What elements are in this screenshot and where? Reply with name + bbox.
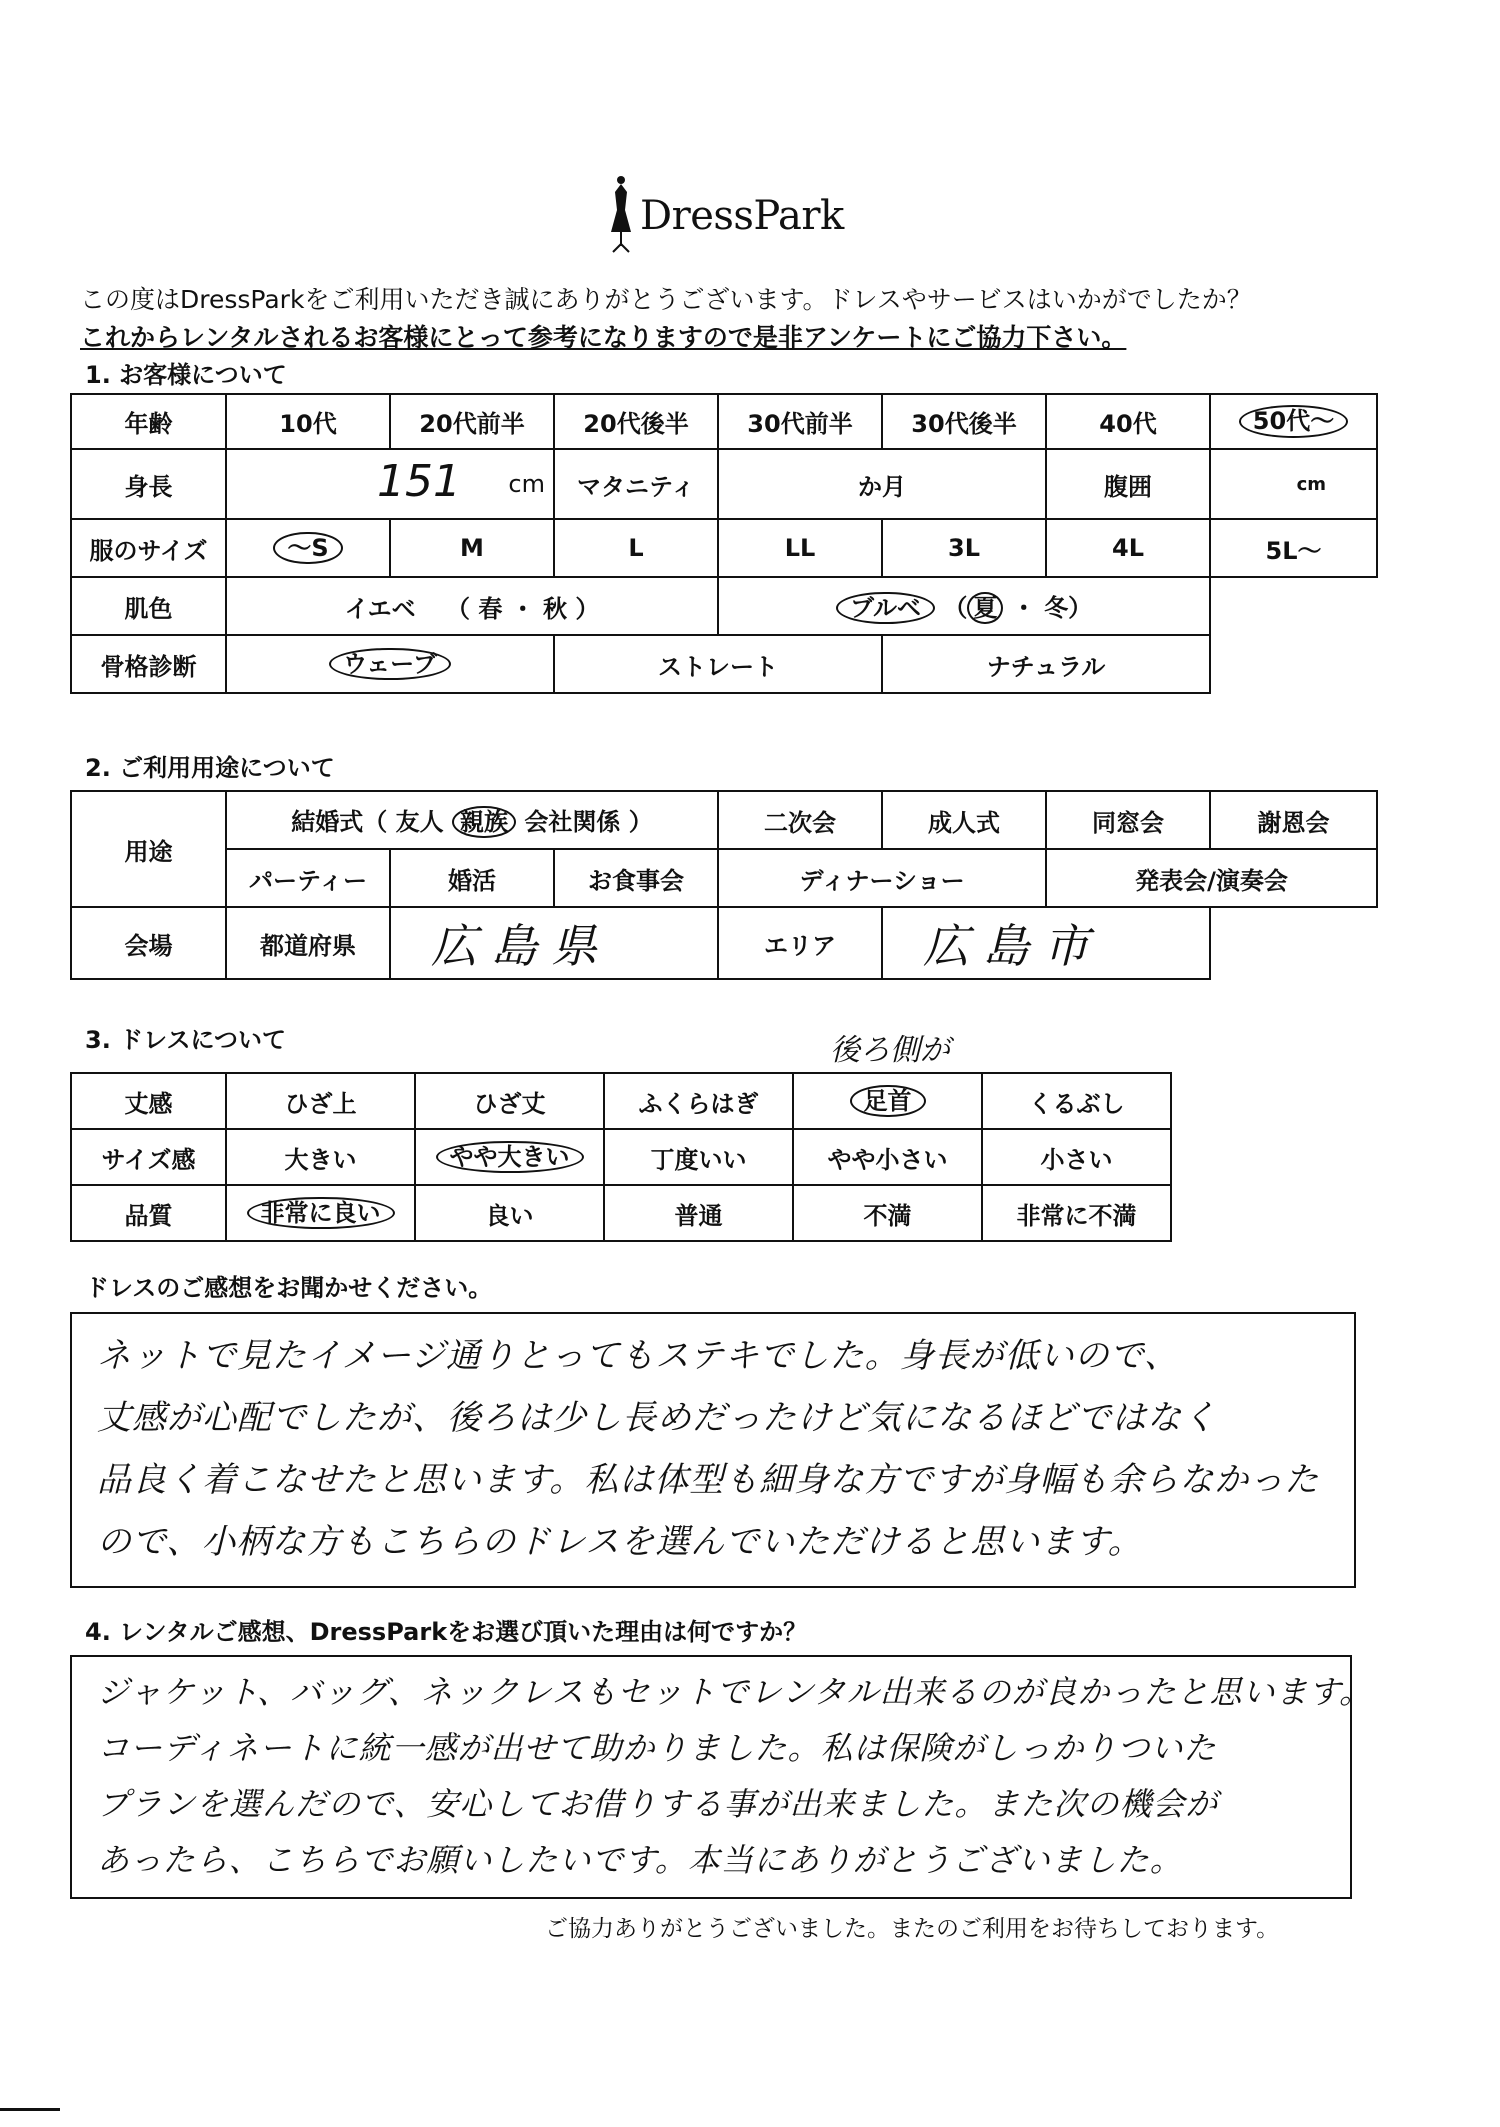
height-value: 151 — [377, 456, 461, 507]
size-option[interactable]: 3L — [882, 519, 1046, 577]
rental-comment-box[interactable] — [70, 1655, 1373, 1899]
use-option[interactable]: お食事会 — [554, 849, 718, 907]
length-option[interactable]: ひざ丈 — [415, 1073, 604, 1129]
page-edge-mark — [0, 2108, 60, 2111]
waist-field[interactable] — [1210, 449, 1377, 519]
fit-option-selected[interactable] — [415, 1129, 604, 1185]
length-label: 丈感 — [71, 1073, 226, 1129]
age-option[interactable]: 40代 — [1046, 394, 1210, 449]
wedding-family-selected: 親族 — [452, 806, 516, 839]
fit-option[interactable]: 大きい — [226, 1129, 415, 1185]
comment-line: 丈感が心配でしたが、後ろは少し長めだったけど気になるほどではなく — [97, 1398, 1217, 1438]
selected-fit: やや大きい — [436, 1141, 584, 1174]
comment-line: プランを選んだので、安心してお借りする事が出来ました。また次の機会が — [97, 1785, 1219, 1823]
frame-option[interactable]: ナチュラル — [882, 635, 1210, 693]
yellow-seasons: （ 春 ・ 秋 ） — [445, 594, 600, 623]
blue-base-selected: ブルベ — [836, 592, 935, 625]
quality-option-selected[interactable] — [226, 1185, 415, 1241]
customer-table — [70, 393, 1378, 694]
age-option[interactable]: 20代前半 — [390, 394, 554, 449]
section4-title: 4. レンタルご感想、DressParkをお選び頂いた理由は何ですか？ — [85, 1618, 808, 1646]
skin-blue-option[interactable]: ブルベ （ 夏 ・ 冬） — [718, 577, 1210, 635]
use-option[interactable]: 発表会/演奏会 — [1046, 849, 1377, 907]
length-option[interactable]: くるぶし — [982, 1073, 1171, 1129]
selected-length: 足首 — [850, 1085, 926, 1118]
size-option-selected[interactable] — [226, 519, 390, 577]
section3-title: 3. ドレスについて — [85, 1026, 286, 1054]
venue-label: 会場 — [71, 907, 226, 979]
quality-option[interactable]: 良い — [415, 1185, 604, 1241]
selected-size: ～S — [273, 532, 342, 565]
fit-option[interactable]: やや小さい — [793, 1129, 982, 1185]
length-option[interactable]: ひざ上 — [226, 1073, 415, 1129]
comment-line: ので、小柄な方もこちらのドレスを選んでいただけると思います。 — [97, 1522, 1143, 1562]
use-option[interactable]: 二次会 — [718, 791, 882, 849]
quality-option[interactable]: 普通 — [604, 1185, 793, 1241]
blue-summer-selected: 夏 — [967, 592, 1003, 625]
age-label: 年齢 — [71, 394, 226, 449]
size-option[interactable]: 5L～ — [1210, 519, 1377, 577]
section1-title: 1. お客様について — [85, 361, 287, 389]
waist-unit: cm — [1296, 473, 1326, 495]
dress-comment-box[interactable] — [70, 1312, 1356, 1588]
age-option[interactable]: 20代後半 — [554, 394, 718, 449]
wedding-company: 会社関係 — [524, 807, 621, 836]
comment-line: あったら、こちらでお願いしたいです。本当にありがとうございました。 — [97, 1841, 1183, 1879]
size-option[interactable]: M — [390, 519, 554, 577]
use-option[interactable]: ディナーショー — [718, 849, 1046, 907]
dress-table — [70, 1072, 1172, 1242]
use-option[interactable]: パーティー — [226, 849, 390, 907]
wedding-label: 結婚式 — [291, 807, 364, 836]
height-field[interactable] — [226, 449, 554, 519]
comment-line: ジャケット、バッグ、ネックレスもセットでレンタル出来るのが良かったと思います。 — [97, 1673, 1373, 1711]
footer-thanks: ご協力ありがとうございました。またのご利用をお待ちしております。 — [545, 1916, 1280, 1942]
use-option[interactable]: 婚活 — [390, 849, 554, 907]
comment-line: ネットで見たイメージ通りとってもステキでした。身長が低いので、 — [97, 1336, 1179, 1376]
waist-label: 腹囲 — [1046, 449, 1210, 519]
brand-name: DressPark — [640, 193, 844, 239]
quality-option[interactable]: 不満 — [793, 1185, 982, 1241]
selected-age: 50代～ — [1239, 405, 1348, 438]
area-value: 広島市 — [923, 919, 1104, 973]
pref-label: 都道府県 — [226, 907, 390, 979]
pref-field[interactable] — [390, 907, 718, 979]
dress-logo-icon — [605, 172, 637, 256]
yellow-base: イエベ — [344, 594, 416, 623]
use-option[interactable]: 成人式 — [882, 791, 1046, 849]
size-label: 服のサイズ — [71, 519, 226, 577]
fit-option[interactable]: 小さい — [982, 1129, 1171, 1185]
area-label: エリア — [718, 907, 882, 979]
selected-quality: 非常に良い — [247, 1197, 395, 1230]
comment-line: コーディネートに統一感が出せて助かりました。私は保険がしっかりついた — [97, 1729, 1217, 1767]
frame-option-selected[interactable] — [226, 635, 554, 693]
comment-line: 品良く着こなせたと思います。私は体型も細身な方ですが身幅も余らなかった — [97, 1460, 1320, 1500]
age-option[interactable]: 30代後半 — [882, 394, 1046, 449]
maternity-label: マタニティ — [554, 449, 718, 519]
fit-option[interactable]: 丁度いい — [604, 1129, 793, 1185]
use-option[interactable]: 同窓会 — [1046, 791, 1210, 849]
wedding-option[interactable]: 結婚式（ 友人 親族 会社関係 ） — [226, 791, 718, 849]
fit-label: サイズ感 — [71, 1129, 226, 1185]
quality-label: 品質 — [71, 1185, 226, 1241]
quality-option[interactable]: 非常に不満 — [982, 1185, 1171, 1241]
skin-label: 肌色 — [71, 577, 226, 635]
wedding-friend: 友人 — [395, 807, 444, 836]
intro-text: この度はDressParkをご利用いただき誠にありがとうございます。ドレスやサービスはいかがでしたか？ — [80, 285, 1252, 314]
blue-winter: 冬 — [1044, 593, 1069, 622]
use-option[interactable]: 謝恩会 — [1210, 791, 1377, 849]
use-label: 用途 — [71, 791, 226, 907]
size-option[interactable]: L — [554, 519, 718, 577]
age-option[interactable]: 10代 — [226, 394, 390, 449]
section2-title: 2. ご利用用途について — [85, 754, 335, 782]
size-option[interactable]: 4L — [1046, 519, 1210, 577]
skin-yellow-option[interactable] — [226, 577, 718, 635]
usage-table — [70, 790, 1378, 980]
selected-frame: ウェーブ — [329, 648, 451, 681]
height-label: 身長 — [71, 449, 226, 519]
area-field[interactable] — [882, 907, 1210, 979]
length-option-selected[interactable] — [793, 1073, 982, 1129]
dress-comment-title: ドレスのご感想をお聞かせください。 — [85, 1274, 493, 1302]
length-option[interactable]: ふくらはぎ — [604, 1073, 793, 1129]
size-option[interactable]: LL — [718, 519, 882, 577]
months-unit: か月 — [858, 472, 906, 501]
age-option[interactable]: 30代前半 — [718, 394, 882, 449]
intro-request: これからレンタルされるお客様にとって参考になりますので是非アンケートにご協力下さい。 — [80, 323, 1127, 352]
frame-label: 骨格診断 — [71, 635, 226, 693]
length-note: 後ろ側が — [830, 1033, 950, 1068]
height-unit: cm — [508, 470, 545, 498]
age-option-selected[interactable] — [1210, 394, 1377, 449]
frame-option[interactable]: ストレート — [554, 635, 882, 693]
maternity-field[interactable] — [718, 449, 1046, 519]
pref-value: 広島県 — [431, 919, 611, 973]
